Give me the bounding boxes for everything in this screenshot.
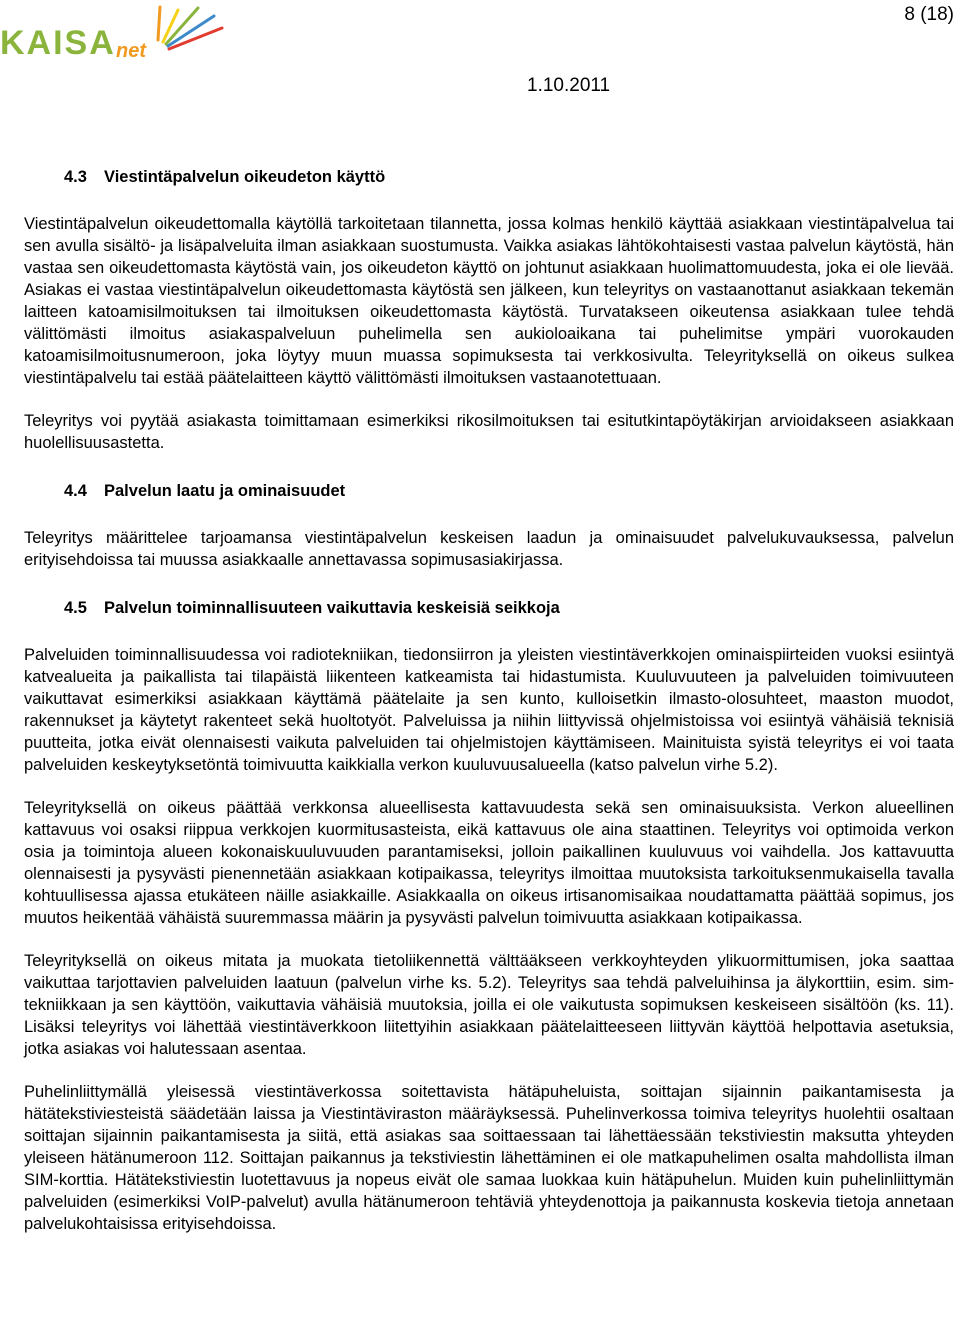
logo-main-text: KAISA [0,24,116,62]
paragraph: Viestintäpalvelun oikeudettomalla käytöllä tarkoitetaan tilannetta, jossa kolmas henkilö käyttää asiakkaan viestintäpalvelua tai sen avulla sisältö- ja lisäpalveluita ilman asiakkaan suostumusta. Vaikka asiakas lähtökohtaisesti vastaa palvelun käytöstä, hän vastaa sen oikeudettomasta käytöstä vain, jos oikeudeton käyttö on johtunut asiakkaan huolimattomuudesta, joka ei ole lievää. Asiakas ei vastaa viestintäpalvelun oikeudettomasta käytöstä sen jälkeen, kun teleyritys on vastaanottanut asiakkaan tekemän laitteen katoamisilmoituksen tai ilmoituksen oikeudettomasta käytöstä. Turvatakseen oikeutensa asiakkaan tulee tehdä välittömästi ilmoitus asiakaspalveluun puhelimella sen aukioloaikana tai puhelimitse ympäri vuorokauden katoamisilmoitusnumeroon, joka löytyy muun muassa sopimuksesta tai verkkosivulta. Teleyrityksellä on oikeus sulkea viestintäpalvelu tai estää päätelaitteen käyttö välittömästi ilmoituksen vastaanotettuaan. [24,215,954,387]
paragraph: Teleyritys määrittelee tarjoamansa viestintäpalvelun keskeisen laadun ja ominaisuudet palvelukuvauksessa, palvelun erityisehdoissa tai muussa asiakkaalle annettavassa sopimusasiakirjassa. [24,529,954,569]
section-title: Palvelun toiminnallisuuteen vaikuttavia keskeisiä seikkoja [104,599,560,617]
section-number: 4.4 [64,482,87,500]
paragraph: Puhelinliittymällä yleisessä viestintäverkossa soitettavista hätäpuheluista, soittajan sijainnin paikantamisesta ja hätätekstiviesteistä säädetään laissa ja Viestintäviraston määräyksessä. Puhelinverkossa toimiva teleyritys huolehtii osaltaan soittajan sijainnin paikantamisesta ja siitä, että asiakas saa soittaessaan tai lähettäessään tekstiviestin maksutta yhteyden yleiseen hätänumeroon 112. Soittajan paikannus ja tekstiviestin lähettäminen ei ole matkapuhelimen osalta mahdollista ilman SIM-korttia. Hätätekstiviestin luotettavuus ja nopeus eivät ole samaa luokkaa kuin hätäpuhelun. Muiden kuin puhelinliittymän palveluiden (esimerkiksi VoIP-palvelut) avulla hätänumeroon tehtäviä yhteydenottoja ja paikannusta koskevia tietoja annetaan palvelukohtaisissa erityisehdoissa. [24,1083,954,1233]
section-heading [64,599,954,618]
paragraph: Teleyritys voi pyytää asiakasta toimittamaan esimerkiksi rikosilmoituksen tai esitutkintapöytäkirjan arvioidakseen asiakkaan huolellisuusastetta. [24,412,954,452]
logo-suffix-text: net [116,40,146,62]
section-heading [64,168,954,187]
section-number: 4.5 [64,599,87,617]
section-title: Palvelun laatu ja ominaisuudet [104,482,346,500]
paragraph: Palveluiden toiminnallisuudessa voi radiotekniikan, tiedonsiirron ja yleisten viestintäverkkojen ominaispiirteiden vuoksi esiintyä katvealueita ja paikallista tai tilapäistä liikenteen katkeamista tai hidastumista. Kuuluvuuteen ja palveluiden toimivuuteen vaikuttavat esimerkiksi asiakkaan käyttämä päätelaite ja sen kunto, kulloisetkin ilmasto-olosuhteet, maaston muodot, rakennukset ja käytetyt rakenteet sekä huoltotyöt. Palveluissa ja niihin liittyvissä ohjelmistoissa voi esiintyä vähäisiä teknisiä puutteita, jotka eivät olennaisesti vaikuta palveluiden tai ohjelmistojen käyttämiseen. Mainituista syistä teleyritys ei voi taata palveluiden keskeytyksetöntä toimivuutta kaikkialla verkon kuuluvuusalueella (katso palvelun virhe 5.2). [24,646,954,774]
page-number: 8 (18) [904,4,954,25]
paragraph: Teleyrityksellä on oikeus mitata ja muokata tietoliikennettä välttääkseen verkkoyhteyden ylikuormittumisen, joka saattaa vaikuttaa tarjottavien palveluiden laatuun (palvelun virhe ks. 5.2). Teleyritys saa tehdä palveluihinsa ja älykorttiin, esim. sim-tekniikkaan ja sen käyttöön, vaikuttavia vähäisiä muutoksia, joilla ei ole vaikutusta sopimuksen keskeiseen sisältöön (ks. 11). Lisäksi teleyritys voi lähettää viestintäverkkoon liitettyihin asiakkaan päätelaitteeseen liittyvän käyttöä helpottavia asetuksia, jotka asiakas voi halutessaan asentaa. [24,952,954,1058]
document-date: 1.10.2011 [527,75,611,96]
logo-starburst-icon [158,7,222,49]
section-heading [64,482,954,501]
section-title: Viestintäpalvelun oikeudeton käyttö [104,168,386,186]
section-number: 4.3 [64,168,87,186]
paragraph: Teleyrityksellä on oikeus päättää verkkonsa alueellisesta kattavuudesta sekä sen ominaisuuksista. Verkon alueellinen kattavuus voi osaksi riippua verkkojen kuormitusasteista, eikä kattavuus ole aina staattinen. Teleyritys voi optimoida verkon osia ja toimintoja alueen kokonaiskuuluvuuden parantamiseksi, jolloin paikallinen kuuluvuus voi vaihdella. Jos kattavuutta olennaisesti ja pysyvästi pienennetään asiakkaan kotipaikassa, teleyritys ilmoittaa muutoksista tarkoituksenmukaisella tavalla kohtuullisessa ajassa etukäteen näille asiakkaille. Asiakkaalla on oikeus irtisanomisaikaa noudattamatta päättää sopimus, jos muutos heikentää vähäistä suuremmassa määrin ja pysyvästi palvelun toimivuutta asiakkaan kotipaikassa. [24,799,954,927]
kaisanet-logo [0,2,230,62]
document-body [24,168,954,1256]
kaisanet-logo-graphic [0,2,230,62]
